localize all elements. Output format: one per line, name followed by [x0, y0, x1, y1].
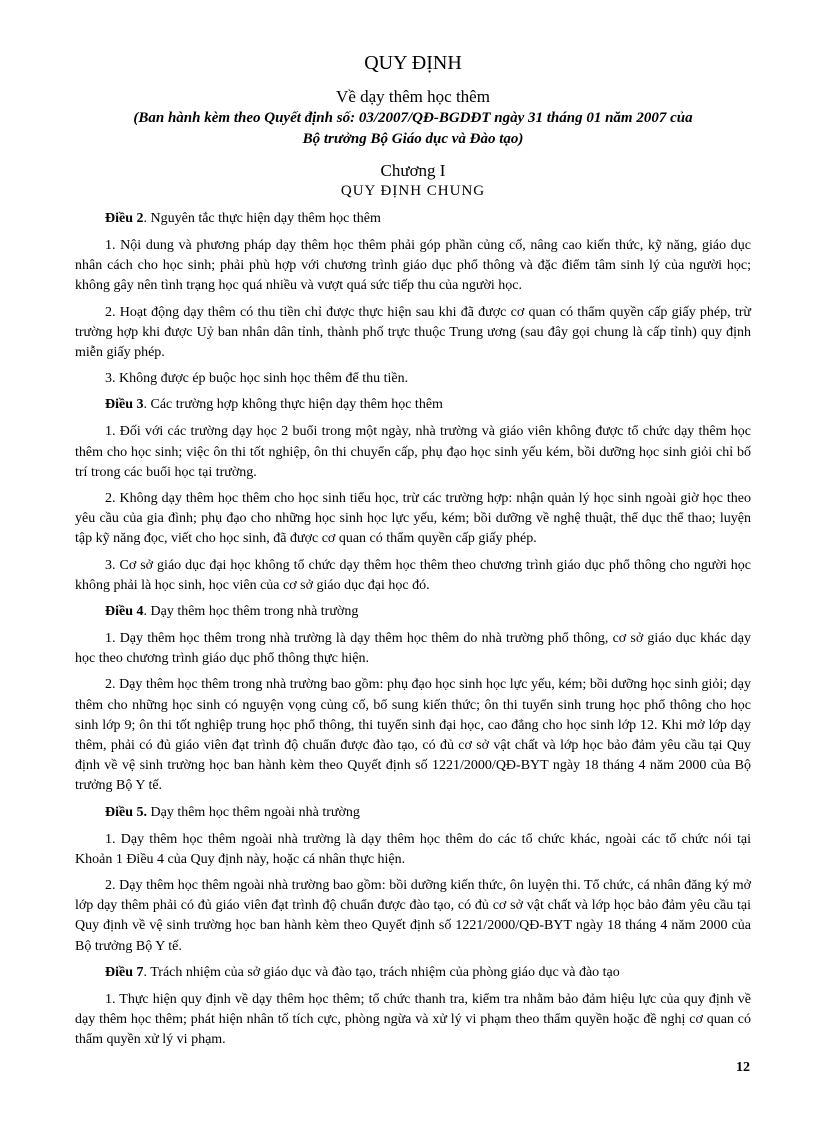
- article-label: Điều 7: [105, 964, 144, 980]
- articles-container: [75, 209, 751, 1051]
- article-paragraph: 1. Nội dung và phương pháp dạy thêm học thêm phải góp phần củng cố, nâng cao kiến thức, kỹ năng, giáo dục nhân cách cho học sinh; phải phù hợp với chương trình giáo dục phổ thông và đặc điểm tâm sinh lý của người học; không gây nên tình trạng học quá nhiều và vượt quá sức tiếp thu của người học.: [75, 238, 751, 294]
- article-separator: .: [143, 964, 151, 980]
- issued-note-line-2: Bộ trưởng Bộ Giáo dục và Đào tạo): [302, 131, 524, 147]
- article-separator: .: [143, 397, 151, 413]
- chapter-heading: Chương I: [380, 161, 446, 180]
- article-paragraph: 2. Dạy thêm học thêm ngoài nhà trường bao gồm: bồi dưỡng kiến thức, ôn luyện thi. Tổ chức, cá nhân đăng ký mở lớp dạy thêm phải có đủ giáo viên đạt trình độ chuẩn được đào tạo, có đủ cơ sở vật chất và lớp học bảo đảm yêu cầu tại Quy định về vệ sinh trường học ban hành kèm theo Quyết định số 1221/2000/QĐ-BYT ngày 18 tháng 4 năm 2000 của Bộ trưởng Bộ Y tế.: [75, 878, 751, 954]
- article-paragraph: 3. Cơ sở giáo dục đại học không tổ chức dạy thêm học thêm theo chương trình giáo dục phổ thông cho người học không phải là học sinh, học viên của cơ sở giáo dục đại học đó.: [75, 557, 751, 593]
- article-paragraph: 1. Đối với các trường dạy học 2 buổi trong một ngày, nhà trường và giáo viên không được tổ chức dạy thêm học thêm cho học sinh; việc ôn thi tốt nghiệp, ôn thi chuyển cấp, phụ đạo học sinh yếu kém, bồi dưỡng học sinh giỏi chỉ bố trí trong các buổi học tại trường.: [75, 424, 751, 480]
- page-number: 12: [736, 1060, 750, 1075]
- article-separator: .: [143, 604, 151, 620]
- document-subtitle: Về dạy thêm học thêm: [336, 87, 490, 106]
- article-label: Điều 3: [105, 397, 144, 413]
- article-heading: [75, 803, 751, 822]
- chapter-title: QUY ĐỊNH CHUNG: [340, 183, 486, 199]
- article-paragraph: 1. Dạy thêm học thêm trong nhà trường là dạy thêm học thêm do nhà trường phổ thông, cơ sở giáo dục khác dạy học theo chương trình giáo dục phổ thông thực hiện.: [75, 631, 751, 667]
- article-paragraph: 1. Thực hiện quy định về dạy thêm học thêm; tổ chức thanh tra, kiểm tra nhằm bảo đảm hiệu lực của quy định về dạy thêm học thêm; phát hiện nhân tố tích cực, phòng ngừa và xử lý vi phạm theo thẩm quyền hoặc đề nghị cơ quan có thẩm quyền xử lý vi phạm.: [75, 991, 751, 1048]
- article-heading-text: Nguyên tắc thực hiện dạy thêm học thêm: [150, 211, 381, 226]
- article-label: Điều 4: [105, 604, 144, 620]
- article-heading-text: Trách nhiệm của sở giáo dục và đào tạo, trách nhiệm của phòng giáo dục và đào tạo: [150, 964, 620, 980]
- article-paragraph: 2. Không dạy thêm học thêm cho học sinh tiểu học, trừ các trường hợp: nhận quản lý học sinh ngoài giờ học theo yêu cầu của gia đình; phụ đạo cho những học sinh học lực yếu, kém; bồi dưỡng về nghệ thuật, thể dục thể thao; luyện tập kỹ năng đọc, viết cho học sinh, đã được cơ quan có thẩm quyền cấp giấy phép.: [75, 491, 751, 547]
- document-body: [75, 50, 751, 1057]
- article-heading: [75, 963, 751, 982]
- article-paragraph: 3. Không được ép buộc học sinh học thêm để thu tiền.: [105, 371, 409, 387]
- article-paragraph: 2. Dạy thêm học thêm trong nhà trường bao gồm: phụ đạo học sinh học lực yếu, kém; bồi dưỡng học sinh giỏi; dạy thêm cho những học sinh có nguyện vọng củng cố, bổ sung kiến thức; ôn thi tuyển sinh trung học phổ thông cho học sinh lớp 9; ôn thi tốt nghiệp trung học phổ thông, thi tuyển sinh đại học, cao đẳng cho học sinh lớp 12. Khi mở lớp dạy thêm, phải có đủ giáo viên đạt trình độ chuẩn được đào tạo, có đủ cơ sở vật chất và lớp học bảo đảm yêu cầu tại Quy định về vệ sinh trường học ban hành kèm theo Quyết định số 1221/2000/QĐ-BYT ngày 18 tháng 4 năm 2000 của Bộ trưởng Bộ Y tế.: [75, 677, 751, 794]
- article-label: Điều 5.: [105, 804, 147, 820]
- article-heading: [75, 209, 751, 228]
- issued-note-line-1: (Ban hành kèm theo Quyết định số: 03/2007/QĐ-BGDĐT ngày 31 tháng 01 năm 2007 của: [133, 110, 693, 126]
- article-label: Điều 2: [105, 211, 144, 226]
- article-heading-text: Dạy thêm học thêm trong nhà trường: [150, 604, 359, 620]
- article-separator: .: [143, 211, 151, 226]
- article-heading: [75, 395, 751, 414]
- article-heading: [75, 602, 751, 621]
- article-heading-text: Dạy thêm học thêm ngoài nhà trường: [150, 804, 360, 820]
- article-paragraph: 1. Dạy thêm học thêm ngoài nhà trường là dạy thêm học thêm do các tổ chức khác, ngoài các tổ chức nói tại Khoản 1 Điều 4 của Quy định này, hoặc cá nhân thực hiện.: [75, 831, 751, 867]
- article-heading-text: Các trường hợp không thực hiện dạy thêm học thêm: [150, 397, 443, 413]
- article-paragraph: 2. Hoạt động dạy thêm có thu tiền chỉ được thực hiện sau khi đã được cơ quan có thẩm quyền cấp giấy phép, trừ trường hợp khi được Uỷ ban nhân dân tỉnh, thành phố trực thuộc Trung ương (sau đây gọi chung là cấp tỉnh) quy định miễn giấy phép.: [75, 304, 751, 361]
- document-title: QUY ĐỊNH: [364, 52, 462, 74]
